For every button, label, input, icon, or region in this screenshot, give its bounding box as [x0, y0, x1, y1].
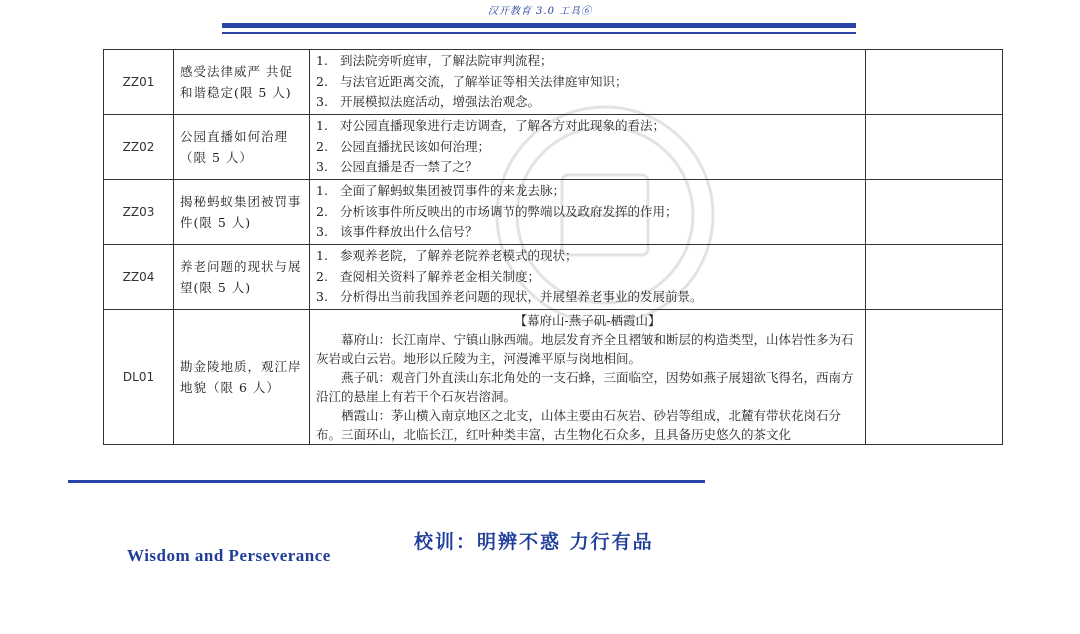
- list-item: 2. 公园直播扰民该如何治理；: [316, 138, 491, 154]
- row-description: [310, 50, 866, 115]
- list-item: 1. 到法院旁听庭审，了解法院审判流程；: [316, 53, 553, 69]
- paragraph: 栖霞山：茅山横入南京地区之北支，山体主要由石灰岩、砂岩等组成，北麓有带状花岗石分布。三面环山，北临长江，红叶种类丰富，古生物化石众多，且具备历史悠久的茶文化: [316, 408, 842, 442]
- row-code: ZZ02: [104, 115, 174, 180]
- row-code: ZZ01: [104, 50, 174, 115]
- row-description: [310, 115, 866, 180]
- list-item: 2. 分析该事件所反映出的市场调节的弊端以及政府发挥的作用；: [316, 203, 678, 219]
- paragraph: 幕府山：长江南岸、宁镇山脉西端。地层发育齐全且褶皱和断层的构造类型，山体岩性多为石灰岩或白云岩。地形以丘陵为主，河漫滩平原与岗地相间。: [316, 332, 854, 366]
- list-item: 3. 开展模拟法庭活动，增强法治观念。: [316, 94, 541, 110]
- empty-cell: [866, 50, 1003, 115]
- row-title: 公园直播如何治理（限 5 人）: [174, 115, 310, 180]
- footer-rule: [68, 480, 705, 483]
- row-description: [310, 180, 866, 245]
- activity-table: [103, 49, 1003, 445]
- table-row: [104, 180, 1003, 245]
- row-title: 揭秘蚂蚁集团被罚事件(限 5 人): [174, 180, 310, 245]
- list-item: 2. 查阅相关资料了解养老金相关制度；: [316, 268, 541, 284]
- list-item: 1. 全面了解蚂蚁集团被罚事件的来龙去脉；: [316, 183, 566, 199]
- list-item: 3. 该事件释放出什么信号？: [316, 224, 478, 240]
- row-description: [310, 310, 866, 445]
- table-row: [104, 245, 1003, 310]
- motto-english: Wisdom and Perseverance: [127, 546, 331, 565]
- header-rule-thick: [222, 23, 856, 28]
- row-code: DL01: [104, 310, 174, 445]
- row-title: 养老问题的现状与展望(限 5 人): [174, 245, 310, 310]
- motto-chinese: 校训：明辨不惑 力行有品: [414, 531, 654, 553]
- row-code: ZZ04: [104, 245, 174, 310]
- row-title: 感受法律威严 共促和谐稳定(限 5 人): [174, 50, 310, 115]
- list-item: 2. 与法官近距离交流，了解举证等相关法律庭审知识；: [316, 73, 628, 89]
- paragraph: 燕子矶：观音门外直渎山东北角处的一支石蜂，三面临空，因势如燕子展翅欲飞得名，西南方沿江的悬崖上有若干个石灰岩溶洞。: [316, 370, 854, 404]
- empty-cell: [866, 310, 1003, 445]
- header-rule-thin: [222, 32, 856, 34]
- list-item: 3. 分析得出当前我国养老问题的现状，并展望养老事业的发展前景。: [316, 289, 703, 305]
- section-heading: 【幕府山-燕子矶-栖霞山】: [514, 313, 661, 328]
- row-code: ZZ03: [104, 180, 174, 245]
- empty-cell: [866, 180, 1003, 245]
- empty-cell: [866, 245, 1003, 310]
- table-row: [104, 50, 1003, 115]
- table-row: [104, 115, 1003, 180]
- header-title: 汉开教育 3.0 工具⑥: [487, 6, 593, 17]
- empty-cell: [866, 115, 1003, 180]
- row-description: [310, 245, 866, 310]
- row-title: 勘金陵地质，观江岸地貌（限 6 人）: [174, 310, 310, 445]
- list-item: 1. 对公园直播现象进行走访调查，了解各方对此现象的看法；: [316, 118, 666, 134]
- list-item: 1. 参观养老院，了解养老院养老模式的现状；: [316, 248, 578, 264]
- list-item: 3. 公园直播是否一禁了之？: [316, 159, 478, 175]
- table-row: [104, 310, 1003, 445]
